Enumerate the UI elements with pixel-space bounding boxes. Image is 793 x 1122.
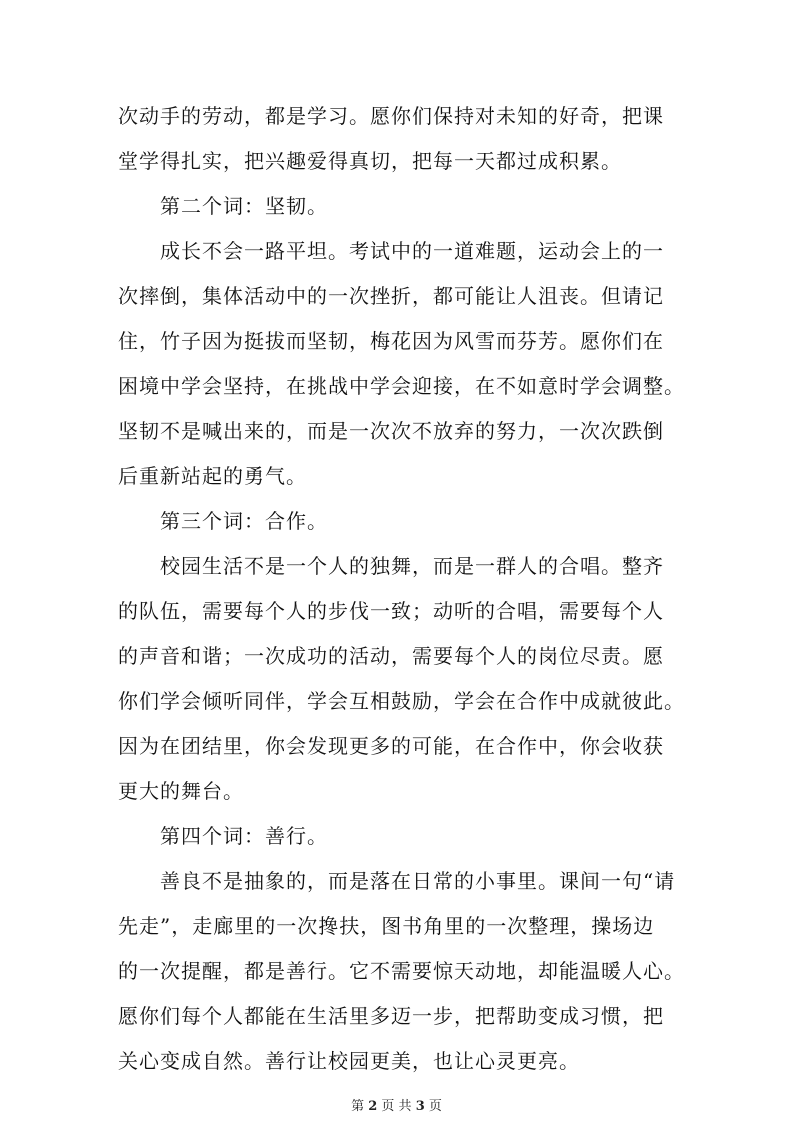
section-heading: 第三个词：合作。 [160, 509, 328, 533]
paragraph-line: 愿你们每个人都能在生活里多迈一步，把帮助变成习惯，把 [118, 1004, 664, 1028]
paragraph-line: 的一次提醒，都是善行。它不需要惊天动地，却能温暖人心。 [118, 959, 685, 983]
footer-suffix: 页 [428, 1099, 442, 1114]
paragraph-line: 坚韧不是喊出来的，而是一次次不放弃的努力，一次次跌倒 [118, 419, 664, 443]
paragraph-line: 后重新站起的勇气。 [118, 464, 307, 488]
paragraph-line: 次摔倒，集体活动中的一次挫折，都可能让人沮丧。但请记 [118, 284, 664, 308]
paragraph-line: 住，竹子因为挺拔而坚韧，梅花因为风雪而芬芳。愿你们在 [118, 329, 664, 353]
paragraph-line: 次动手的劳动，都是学习。愿你们保持对未知的好奇，把课 [118, 104, 664, 128]
paragraph-line: 你们学会倾听同伴，学会互相鼓励，学会在合作中成就彼此。 [118, 689, 685, 713]
section-heading: 第四个词：善行。 [160, 824, 328, 848]
paragraph-line: 的声音和谐；一次成功的活动，需要每个人的岗位尽责。愿 [118, 644, 664, 668]
paragraph-line: 因为在团结里，你会发现更多的可能，在合作中，你会收获 [118, 734, 664, 758]
footer-middle: 页 共 [381, 1099, 412, 1114]
current-page-number: 2 [368, 1099, 378, 1114]
footer-prefix: 第 [351, 1099, 365, 1114]
page-footer [0, 1098, 793, 1116]
paragraph-line: 成长不会一路平坦。考试中的一道难题，运动会上的一 [160, 239, 664, 263]
paragraph-line: 的队伍，需要每个人的步伐一致；动听的合唱，需要每个人 [118, 599, 664, 623]
paragraph-line: 更大的舞台。 [118, 779, 244, 803]
section-heading: 第二个词：坚韧。 [160, 194, 328, 218]
total-pages-number: 3 [415, 1099, 425, 1114]
paragraph-line: 困境中学会坚持，在挑战中学会迎接，在不如意时学会调整。 [118, 374, 685, 398]
paragraph-line: 堂学得扎实，把兴趣爱得真切，把每一天都过成积累。 [118, 149, 622, 173]
paragraph-line: 先走”，走廊里的一次搀扶，图书角里的一次整理，操场边 [118, 914, 655, 938]
paragraph-line: 关心变成自然。善行让校园更美，也让心灵更亮。 [118, 1049, 580, 1073]
paragraph-line: 善良不是抽象的，而是落在日常的小事里。课间一句“请 [160, 869, 676, 893]
paragraph-line: 校园生活不是一个人的独舞，而是一群人的合唱。整齐 [160, 554, 664, 578]
